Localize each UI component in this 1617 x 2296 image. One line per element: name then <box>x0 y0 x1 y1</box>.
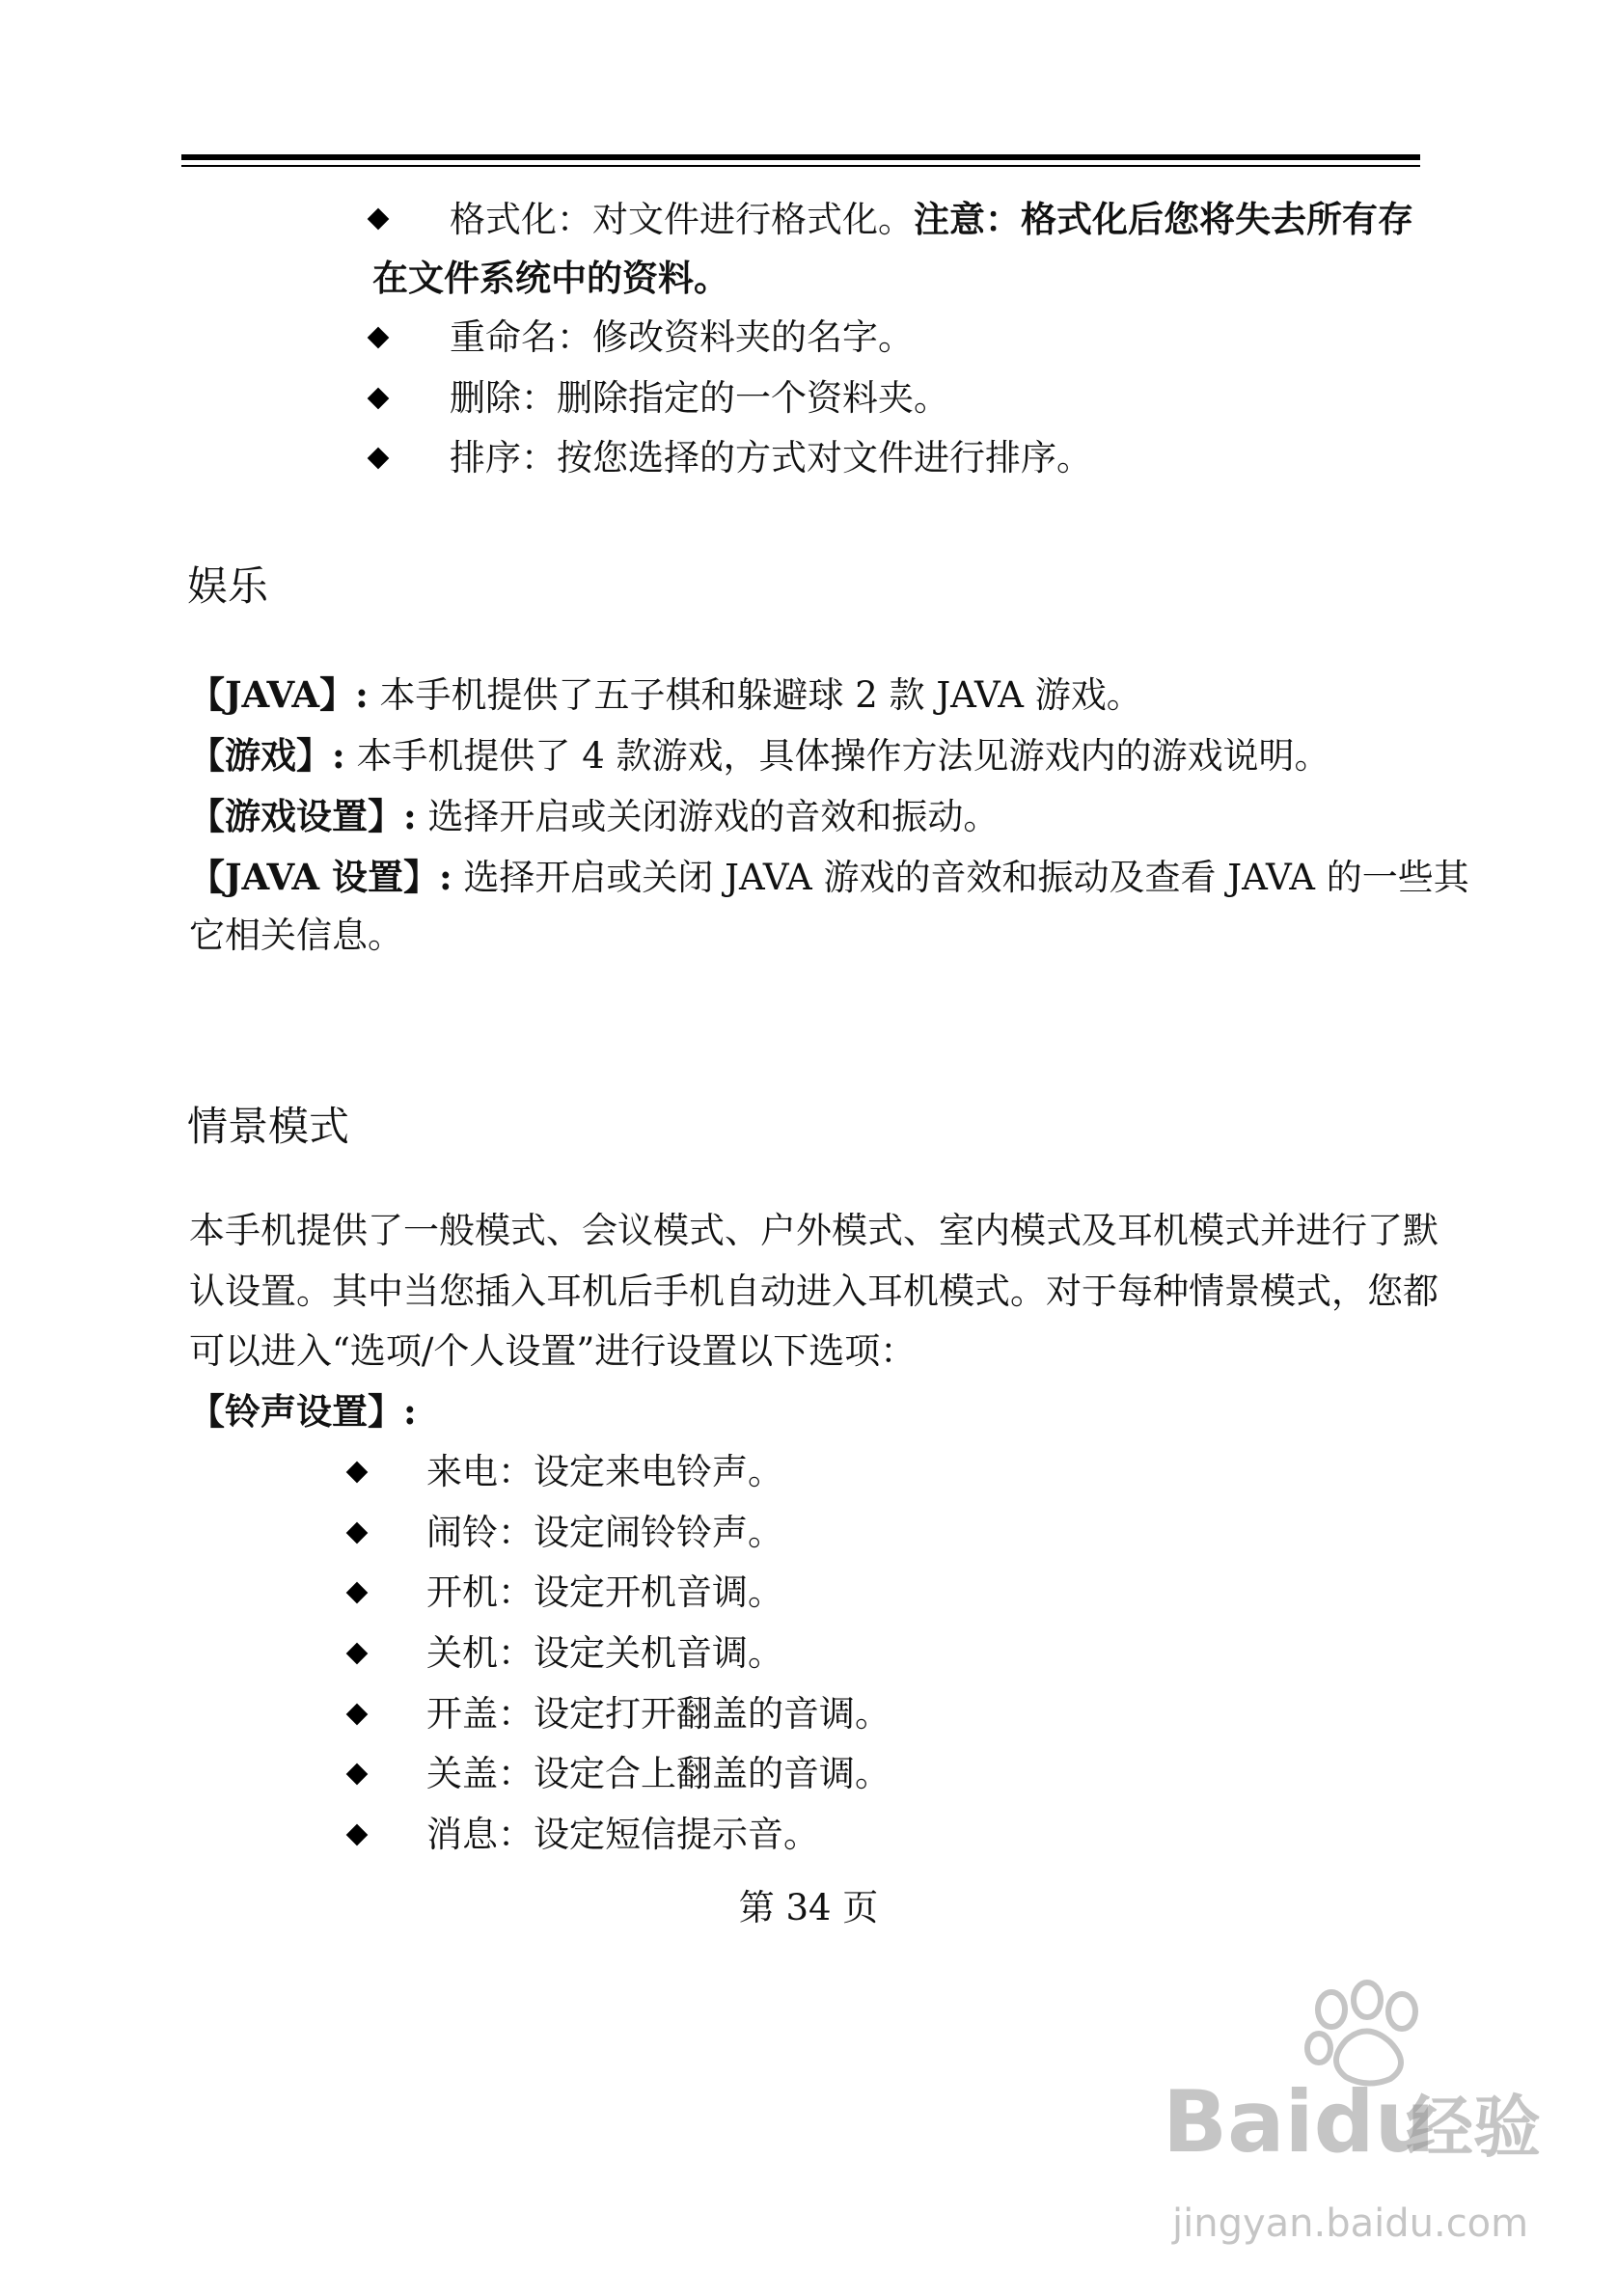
item-game-settings <box>189 796 999 837</box>
bullet-diamond-icon <box>368 388 390 410</box>
bullet-diamond-icon <box>346 1522 369 1544</box>
item-java-settings-text: 选择开启或关闭 JAVA 游戏的音效和振动及查看 JAVA 的一些其 <box>463 857 1469 898</box>
item-java <box>189 674 1142 716</box>
ringtone-item: 关机：设定关机音调。 <box>426 1632 783 1674</box>
page-number: 第 34 页 <box>738 1887 879 1928</box>
watermark-cn: 经验 <box>1406 2088 1541 2167</box>
bullet-rename: 重命名：修改资料夹的名字。 <box>450 316 914 358</box>
baidu-watermark <box>1153 1973 1558 2262</box>
header-rule-thin <box>181 165 1420 167</box>
ringtone-item: 消息：设定短信提示音。 <box>426 1814 819 1855</box>
ringtone-item: 闹铃：设定闹铃铃声。 <box>426 1512 783 1553</box>
watermark-brand-bai: Bai <box>1163 2072 1314 2172</box>
watermark-brand-du: du <box>1313 2072 1436 2172</box>
bullet-format-text: 格式化：对文件进行格式化。 <box>450 199 914 240</box>
item-java-settings-label: 【JAVA 设置】: <box>189 856 452 898</box>
bullet-delete: 删除：删除指定的一个资料夹。 <box>450 377 949 419</box>
bullet-diamond-icon <box>346 1462 369 1484</box>
profiles-paragraph-line3: 可以进入“选项/个人设置”进行设置以下选项： <box>189 1330 917 1372</box>
item-java-text: 本手机提供了五子棋和躲避球 2 款 JAVA 游戏。 <box>379 674 1142 716</box>
item-game-settings-label: 【游戏设置】: <box>189 795 417 837</box>
bullet-diamond-icon <box>346 1704 369 1726</box>
watermark-url: jingyan.baidu.com <box>1172 2201 1529 2246</box>
ringtone-item: 开机：设定开机音调。 <box>426 1572 783 1613</box>
ringtone-item: 开盖：设定打开翻盖的音调。 <box>426 1693 891 1735</box>
bullet-format <box>450 199 1413 240</box>
bullet-diamond-icon <box>368 327 390 349</box>
item-java-label: 【JAVA】: <box>189 673 369 716</box>
bullet-diamond-icon <box>346 1824 369 1846</box>
item-games-label: 【游戏】: <box>189 734 345 777</box>
item-java-settings <box>189 856 1469 898</box>
bullet-diamond-icon <box>346 1763 369 1786</box>
profiles-paragraph-line2: 认设置。其中当您插入耳机后手机自动进入耳机模式。对于每种情景模式，您都 <box>189 1271 1439 1312</box>
profiles-paragraph-line1: 本手机提供了一般模式、会议模式、户外模式、室内模式及耳机模式并进行了默 <box>189 1210 1439 1251</box>
item-games-text: 本手机提供了 4 款游戏，具体操作方法见游戏内的游戏说明。 <box>356 735 1330 777</box>
paw-logo-icon <box>1153 1973 1558 2262</box>
header-rule <box>181 154 1420 160</box>
bullet-diamond-icon <box>368 208 390 231</box>
item-java-settings-continuation: 它相关信息。 <box>189 915 403 956</box>
bullet-diamond-icon <box>368 448 390 470</box>
ringtone-item: 来电：设定来电铃声。 <box>426 1451 783 1492</box>
bullet-diamond-icon <box>346 1643 369 1665</box>
bullet-sort: 排序：按您选择的方式对文件进行排序。 <box>450 437 1092 478</box>
bullet-format-warning: 注意：格式化后您将失去所有存 <box>914 198 1413 240</box>
item-games <box>189 735 1330 777</box>
ringtone-item: 关盖：设定合上翻盖的音调。 <box>426 1753 891 1794</box>
ringtone-settings-label: 【铃声设置】: <box>189 1390 417 1433</box>
bullet-diamond-icon <box>346 1582 369 1604</box>
item-game-settings-text: 选择开启或关闭游戏的音效和振动。 <box>427 796 1000 837</box>
section-heading-profiles: 情景模式 <box>187 1103 350 1150</box>
watermark-brand <box>1163 2072 1436 2172</box>
section-heading-entertainment: 娱乐 <box>187 562 269 610</box>
bullet-format-continuation: 在文件系统中的资料。 <box>372 257 729 299</box>
